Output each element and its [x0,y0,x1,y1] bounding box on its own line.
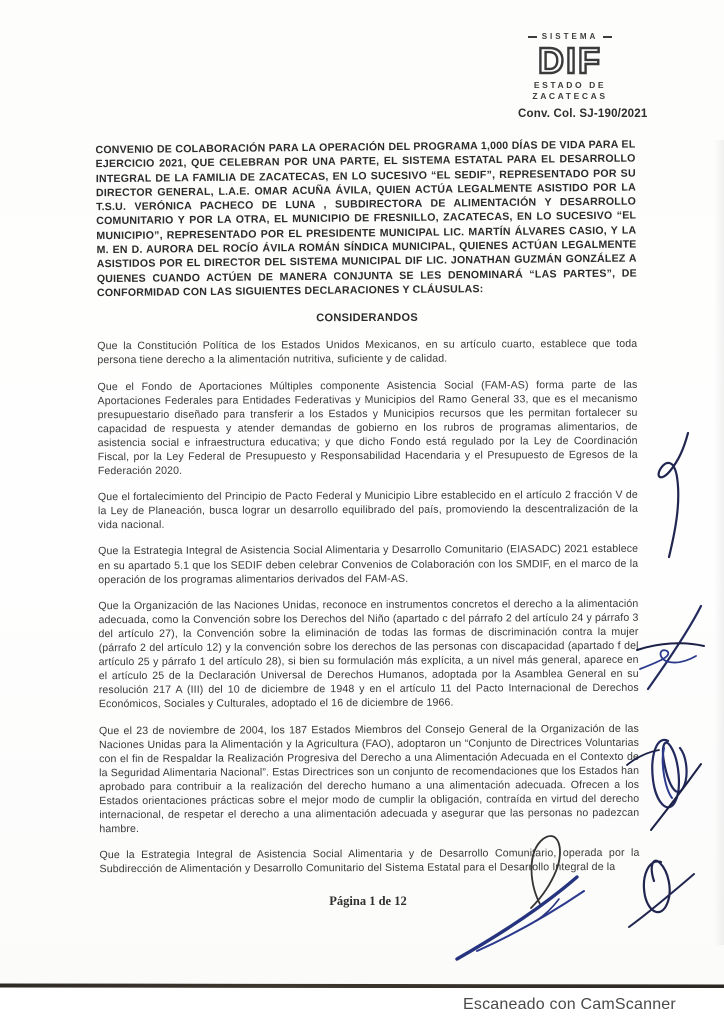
document-body [95,138,640,889]
considerando-paragraph-3: Que el fortalecimiento del Principio de Pacto Federal y Municipio Libre establecido en el artículo 2 fracción V de la Ley de Planeación, busca lograr un desarrollo equilibrado del país, promoviendo la descentralización de la vida nacional. [97,489,639,532]
considerando-paragraph-2: Que el Fondo de Aportaciones Múltiples componente Asistencia Social (FAM-AS) forma parte de las Aportaciones Federales para Entidades Federativas y Municipios del Ramo General 33, que es el mecanismo presupuestario diseñado para transferir a los Estados y Municipios recursos que les permitan fortalecer su capacidad de respuesta y atender demandas de gobierno en los rubros de programas alimentarios, de asistencia social e infraestructura educativa; y que dicho Fondo está regulado por la Ley de Coordinación Fiscal, por la Ley Federal de Presupuesto y Responsabilidad Hacendaria y el Presupuesto de Egresos de la Federación 2020. [97,378,638,478]
signature-scribble-2 [637,606,704,689]
considerando-paragraph-1: Que la Constitución Política de los Estados Unidos Mexicanos, en su artículo cuarto, establece que toda persona tiene derecho a la alimentación nutritiva, suficiente y de calidad. [97,338,638,367]
reference-number: Conv. Col. SJ-190/2021 [518,108,648,120]
opening-paragraph: CONVENIO DE COLABORACIÓN PARA LA OPERACIÓN DEL PROGRAMA 1,000 DÍAS DE VIDA PARA EL EJERCICIO 2021, QUE CELEBRAN POR UNA PARTE, EL SISTEMA ESTATAL PARA EL DESARROLLO INTEGRAL DE LA FAMILIA DE ZACATECAS, EN LO SUCESIVO “EL SEDIF”, REPRESENTADO POR SU DIRECTOR GENERAL, L.A.E. OMAR ACUÑA ÁVILA, QUIEN ACTÚA LEGALMENTE ASISTIDO POR LA T.S.U. VERÓNICA PACHECO DE LUNA , SUBDIRECTORA DE ALIMENTACIÓN Y DESARROLLO COMUNITARIO Y POR LA OTRA, EL MUNICIPIO DE FRESNILLO, ZACATECAS, EN LO SUCESIVO “EL MUNICIPIO”, REPRESENTADO POR EL PRESIDENTE MUNICIPAL LIC. MARTÍN ÁLVARES CASIO, Y LA M. EN D. AURORA DEL ROCÍO ÁVILA ROMÁN SÍNDICA MUNICIPAL, QUIENES ACTÚAN LEGALMENTE ASISTIDOS POR EL DIRECTOR DEL SISTEMA MUNICIPAL DIF LIC. JONATHAN GUZMÁN GONZÁLEZ A QUIENES CUANDO ACTÚEN DE MANERA CONJUNTA SE LES DENOMINARÁ “LAS PARTES”, DE CONFORMIDAD CON LAS SIGUIENTES DECLARACIONES Y CLÁUSULAS: [95,138,637,300]
logo-subtitle-line1: ESTADO DE [533,80,607,90]
logo-sistema-label: SISTEMA [541,32,599,41]
signature-scribble-1 [659,433,688,557]
considerando-paragraph-6: Que el 23 de noviembre de 2004, los 187 Estados Miembros del Consejo General de la Organización de las Naciones Unidas para la Alimentación y la Agricultura (FAO), adoptaron un “Conjunto de Directrices Voluntarias con el fin de Respaldar la Realización Progresiva del Derecho a una Alimentación Adecuada en el Contexto de la Seguridad Alimentaria Nacional”. Estas Directrices son un conjunto de recomendaciones que los Estados han aprobado para contribuir a la realización del derecho humano a una alimentación adecuada. Ofrecen a los Estados orientaciones prácticas sobre el mejor modo de cumplir la obligación, contraída en virtud del derecho internacional, de respetar el derecho a una alimentación adecuada y asegurar que las personas no padezcan hambre. [98,722,640,836]
page-number: Página 1 de 12 [329,894,407,908]
logo-dash-right [603,36,612,38]
logo-dash-left [528,36,537,38]
considerando-paragraph-7: Que la Estrategia Integral de Asistencia Social Alimentaria y de Desarrollo Comunitario, operada por la Subdirección de Alimentación y Desarrollo Comunitario del Sistema Estatal para el Desarrollo Integral de la [99,847,640,876]
considerando-paragraph-5: Que la Organización de las Naciones Unidas, reconoce en instrumentos concretos el derecho a la alimentación adecuada, como la Convención sobre los Derechos del Niño (apartado c del párrafo 2 del artículo 24 y párrafo 3 del artículo 27), la Convención sobre la eliminación de todas las formas de discriminación contra la mujer (párrafo 2 del artículo 12) y la convención sobre los derechos de las personas con discapacidad (apartado f del artículo 25 y párrafo 1 del artículo 28), si bien su formulación más explícita, a un nivel más general, aparece en el artículo 25 de la Declaración Universal de Derechos Humanos, adoptada por la Asamblea General en su resolución 217 A (III) del 10 de diciembre de 1948 y en el artículo 11 del Pacto Internacional de Derechos Económicos, Sociales y Culturales, adoptado el 16 de diciembre de 1966. [98,597,639,711]
logo-subtitle-line2: ZACATECAS [532,91,608,101]
camscanner-label: Escaneado con CamScanner [463,996,676,1013]
logo-dif-acronym: DIF [538,40,602,81]
dif-logo [520,32,620,102]
considerando-paragraph-4: Que la Estrategia Integral de Asistencia Social Alimentaria y Desarrollo Comunitario (EIASADC) 2021 establece en su apartado 5.1 que los SEDIF deben celebrar Convenios de Colaboración con los SMDIF, en el marco de la operación de los programas alimentarios derivados del FAM-AS. [98,543,639,586]
camscanner-bar [0,988,724,1024]
page-edge-shadow [714,140,724,945]
section-heading: CONSIDERANDOS [316,312,419,325]
